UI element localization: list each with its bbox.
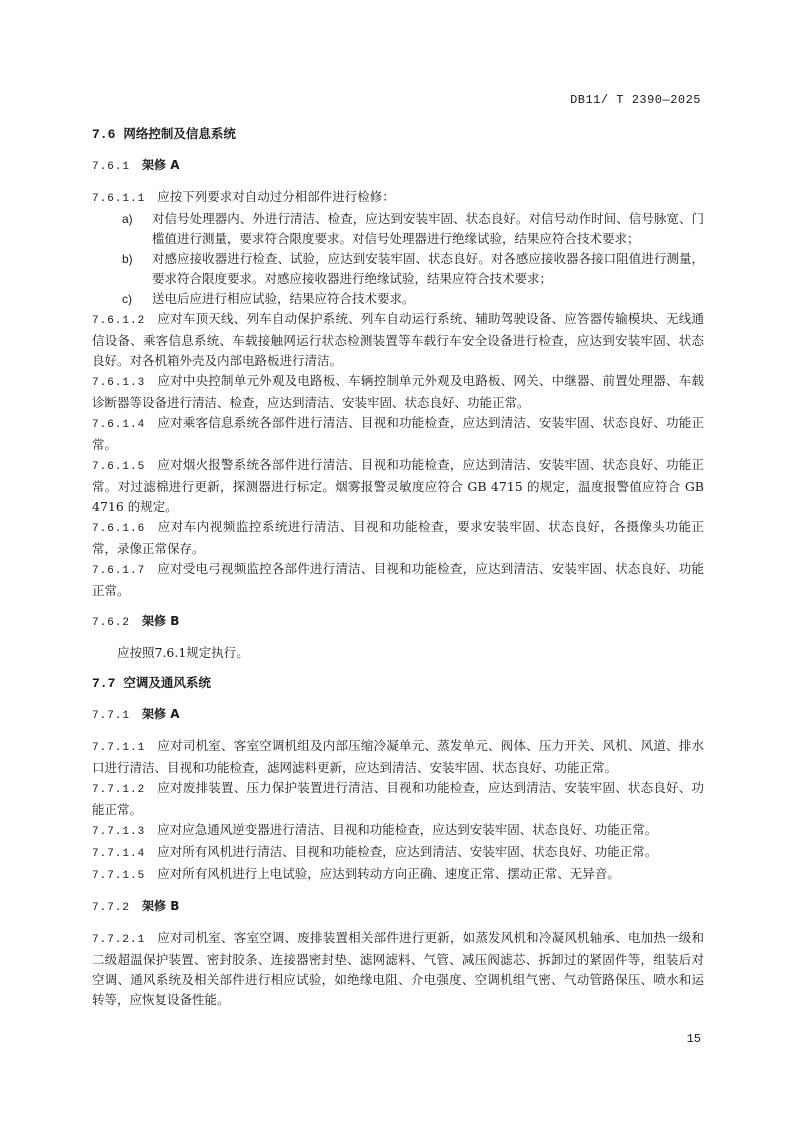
list-item — [92, 249, 704, 289]
subsection-heading-7-7-1 — [92, 704, 704, 726]
clause-7-6-1-6 — [92, 517, 704, 559]
clause-text: 应对司机室、客室空调、废排装置相关部件进行更新，如蒸发风机和冷凝风机轴承、电加热一级和二级超温保护装置、密封胶条、连接器密封垫、滤网滤料、气管、减压阀滤芯、拆卸过的紧固件等，组装后对空调、通风系统及相关部件进行相应试验，如绝缘电阻、介电强度、空调机组气密、气动管路保压、喷水和运转等，应恢复设备性能。 — [92, 930, 704, 1007]
clause-7-7-1-5 — [92, 864, 704, 886]
clause-7-7-1-3 — [92, 820, 704, 842]
subsection-number: 7.7.1 — [92, 710, 131, 722]
clause-text: 应对废排装置、压力保护装置进行清洁、目视和功能检查，应达到清洁、安装牢固、状态良好、功能正常。 — [92, 780, 704, 817]
document-code: DB11/ T 2390—2025 — [570, 93, 701, 107]
subsection-title: 架修 A — [142, 158, 180, 172]
section-title: 空调及通风系统 — [123, 675, 211, 690]
clause-text: 应对烟火报警系统各部件进行清洁、目视和功能检查，应达到清洁、安装牢固、状态良好、功能正常。对过滤棉进行更新，探测器进行标定。烟雾报警灵敏度应符合 GB 4715 的规定，温度报警值应符合 GB 4716 的规定。 — [92, 457, 704, 514]
clause-text: 应对受电弓视频监控各部件进行清洁、目视和功能检查，应达到清洁、安装牢固、状态良好、功能正常。 — [92, 561, 704, 598]
requirement-list — [92, 209, 704, 309]
clause-number: 7.7.1.1 — [92, 742, 146, 754]
clause-text: 应对车内视频监控系统进行清洁、目视和功能检查，要求安装牢固、状态良好，各摄像头功能正常，录像正常保存。 — [92, 519, 704, 556]
clause-7-7-1-4 — [92, 842, 704, 864]
list-item-text: 对感应接收器进行检查、试验，应达到安装牢固、状态良好。对各感应接收器各接口阻值进行测量，要求符合限度要求。对感应接收器进行绝缘试验，结果应符合技术要求； — [152, 251, 704, 286]
page-content — [92, 124, 704, 1010]
clause-7-7-1-1 — [92, 736, 704, 778]
clause-number: 7.7.2.1 — [92, 934, 146, 946]
clause-number: 7.6.1.4 — [92, 419, 146, 431]
clause-7-6-2-text: 应按照7.6.1规定执行。 — [117, 645, 249, 660]
subsection-number: 7.7.2 — [92, 902, 131, 914]
clause-7-6-1-5 — [92, 455, 704, 517]
clause-number: 7.6.1.3 — [92, 377, 146, 389]
clause-number: 7.7.1.2 — [92, 784, 146, 796]
clause-number: 7.6.1.1 — [92, 193, 146, 205]
clause-7-7-2-1 — [92, 928, 704, 1010]
clause-7-7-1-2 — [92, 778, 704, 820]
clause-number: 7.6.1.6 — [92, 523, 146, 535]
list-item — [92, 209, 704, 249]
clause-7-6-1-7 — [92, 559, 704, 601]
section-number: 7.7 — [92, 676, 116, 691]
clause-number: 7.6.1.5 — [92, 461, 146, 473]
section-heading-7-7 — [92, 673, 704, 694]
list-item-text: 对信号处理器内、外进行清洁、检查，应达到安装牢固、状态良好。对信号动作时间、信号脉宽、门槛值进行测量，要求符合限度要求。对信号处理器进行绝缘试验，结果应符合技术要求； — [152, 211, 704, 246]
clause-number: 7.7.1.3 — [92, 826, 146, 838]
clause-7-6-1-3 — [92, 371, 704, 413]
section-title: 网络控制及信息系统 — [123, 126, 236, 141]
clause-text: 应对车顶天线、列车自动保护系统、列车自动运行系统、辅助驾驶设备、应答器传输模块、无线通信设备、乘客信息系统、车载接触网运行状态检测装置等车载行车安全设备进行检查，应达到安装牢固、状态良好。对各机箱外壳及内部电路板进行清洁。 — [92, 311, 704, 368]
clause-text: 应对乘客信息系统各部件进行清洁、目视和功能检查，应达到清洁、安装牢固、状态良好、功能正常。 — [92, 415, 704, 452]
list-marker: c) — [122, 292, 132, 306]
clause-text: 应对所有风机进行上电试验，应达到转动方向正确、速度正常、摆动正常、无异音。 — [157, 866, 620, 881]
page-number: 15 — [686, 1032, 701, 1046]
clause-text: 应对司机室、客室空调机组及内部压缩冷凝单元、蒸发单元、阀体、压力开关、风机、风道、排水口进行清洁、目视和功能检查，滤网滤料更新，应达到清洁、安装牢固、状态良好、功能正常。 — [92, 738, 704, 775]
section-number: 7.6 — [92, 127, 116, 142]
clause-number: 7.6.1.7 — [92, 565, 146, 577]
subsection-number: 7.6.2 — [92, 617, 131, 629]
subsection-title: 架修 B — [142, 899, 180, 913]
subsection-heading-7-6-1 — [92, 155, 704, 177]
subsection-title: 架修 A — [142, 707, 180, 721]
list-item — [92, 289, 704, 309]
clause-text: 应对应急通风逆变器进行清洁、目视和功能检查，应达到安装牢固、状态良好、功能正常。 — [157, 822, 658, 837]
clause-7-6-1-1 — [92, 187, 704, 209]
subsection-heading-7-6-2 — [92, 611, 704, 633]
subsection-number: 7.6.1 — [92, 161, 131, 173]
clause-text: 应按下列要求对自动过分相部件进行检修： — [157, 189, 395, 204]
section-heading-7-6 — [92, 124, 704, 145]
subsection-heading-7-7-2 — [92, 896, 704, 918]
clause-7-6-1-4 — [92, 413, 704, 455]
clause-7-6-1-2 — [92, 309, 704, 371]
list-marker: b) — [122, 252, 133, 266]
list-item-text: 送电后应进行相应试验，结果应符合技术要求。 — [152, 291, 415, 306]
clause-text: 应对中央控制单元外观及电路板、车辆控制单元外观及电路板、网关、中继器、前置处理器、车载诊断器等设备进行清洁、检查，应达到清洁、安装牢固、状态良好、功能正常。 — [92, 373, 704, 410]
list-marker: a) — [122, 212, 133, 226]
clause-number: 7.7.1.4 — [92, 848, 146, 860]
clause-number: 7.6.1.2 — [92, 315, 146, 327]
subsection-title: 架修 B — [142, 614, 180, 628]
clause-number: 7.7.1.5 — [92, 870, 146, 882]
clause-text: 应对所有风机进行清洁、目视和功能检查，应达到清洁、安装牢固、状态良好、功能正常。 — [157, 844, 658, 859]
